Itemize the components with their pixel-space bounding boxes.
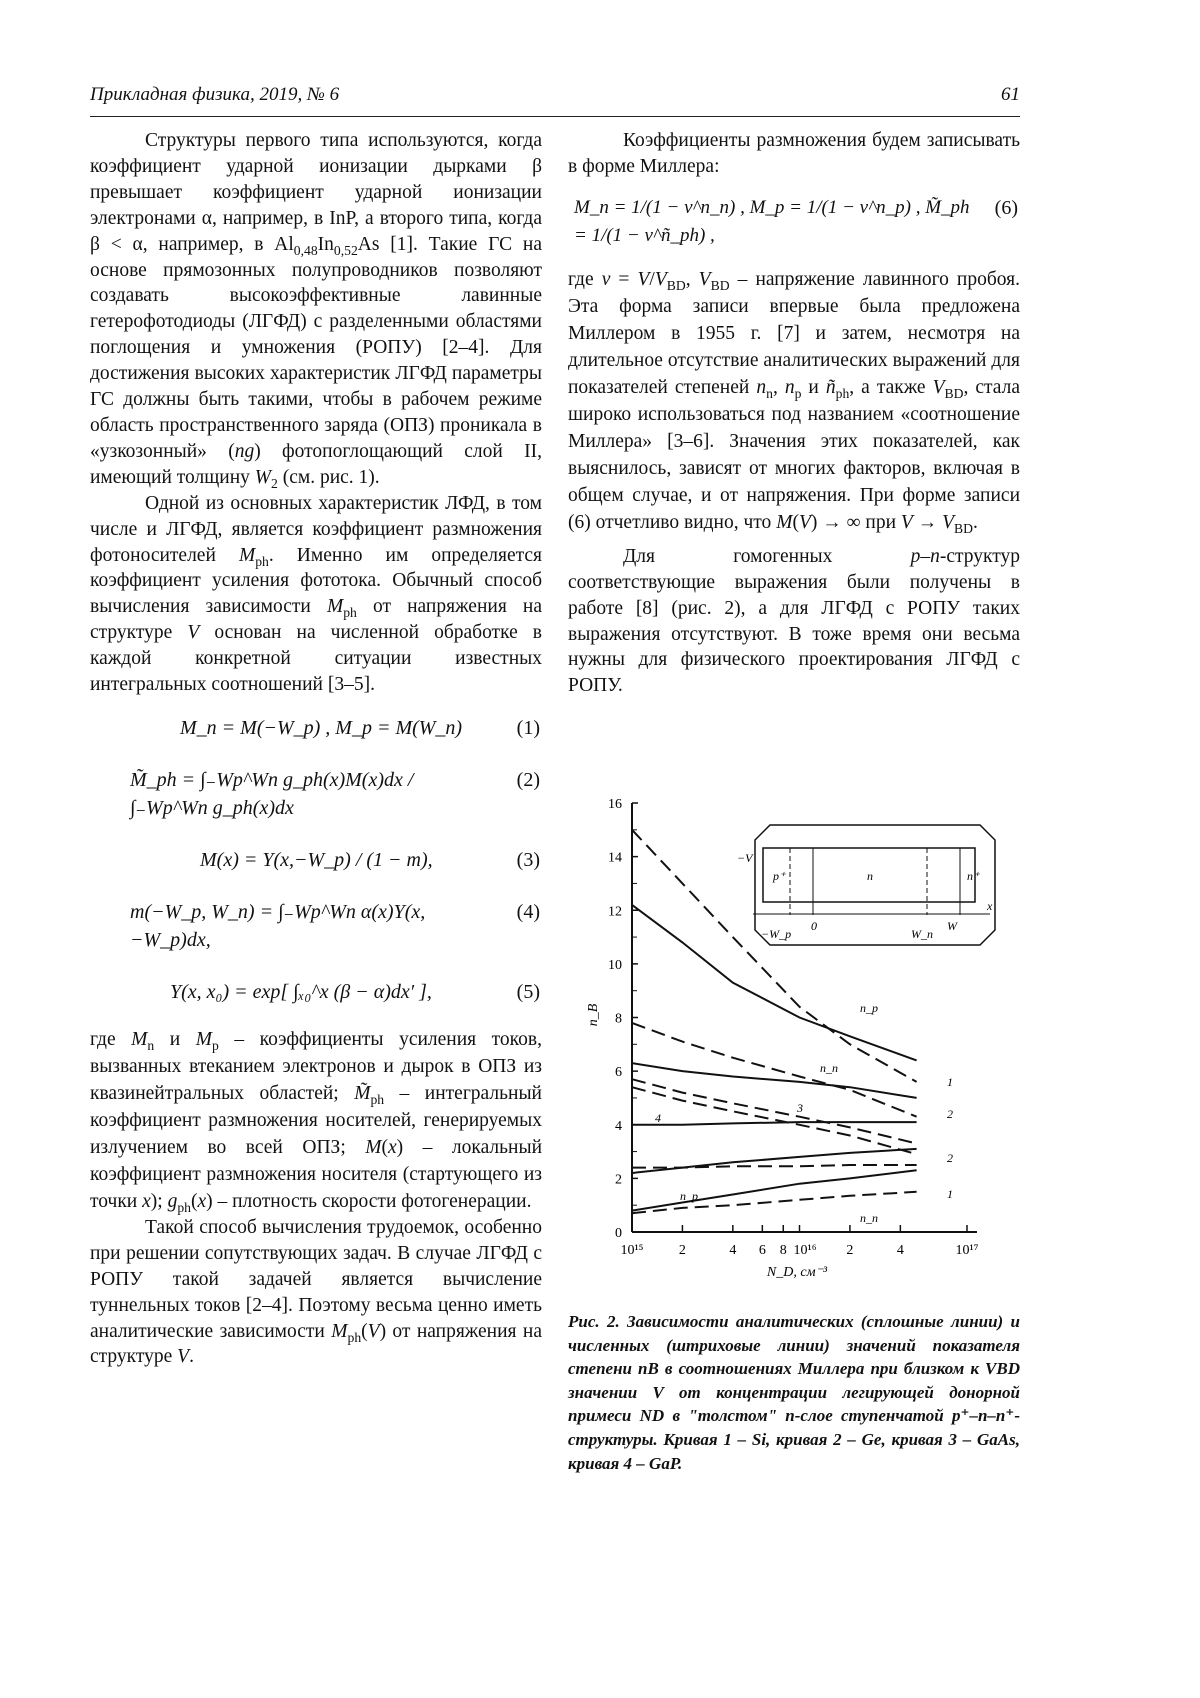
equation-5 — [90, 966, 542, 1018]
text-segment: p — [795, 386, 802, 401]
left-column — [90, 128, 542, 1370]
inset-label: −W_p — [761, 927, 791, 941]
y-tick-label: 0 — [615, 1226, 622, 1241]
equation-3 — [90, 834, 542, 886]
inset-label: −V — [737, 851, 754, 865]
x-axis-label: N_D, см⁻³ — [766, 1265, 828, 1280]
right-column — [568, 128, 1020, 699]
equation-number: (3) — [517, 846, 540, 874]
x-tick-label: 4 — [897, 1243, 904, 1258]
text-segment: M — [776, 512, 792, 533]
text-segment: As [1]. Такие ГС на основе прямозонных полупроводников позволяют создавать высокоэффективные лавинные гетерофотодиоды (ЛГФД) с разделенными областями поглощения и умножения (РОПУ) [2–4]. Для достижения высоких характеристик ЛГФД параметры ГС должны быть такими, чтобы в рабочем режиме область пространственного заряда (ОПЗ) проникала в «узкозонный» ( — [90, 234, 542, 462]
inset-label: x — [986, 899, 993, 913]
text-segment: ( — [382, 1137, 389, 1158]
text-segment: , стала широко использоваться под названием «соотношение Миллера» [3–6]. Значения этих показателей, как выяснилось, зависят от многих факторов, включая в общем случае, и от напряжения. При форме записи (6) отчетливо видно, что — [568, 377, 1020, 533]
text-segment: BD — [667, 278, 686, 293]
text-segment: M — [331, 1321, 347, 1342]
x-tick-label: 10¹⁵ — [620, 1243, 643, 1258]
x-tick-label: 2 — [846, 1243, 853, 1258]
text-segment: -структур соответствующие выражения были получены в работе [8] (рис. 2), а для ЛГФД с РОПУ таких выражения отсутствуют. В тоже время они весьма нужны для физического проектирования ЛГФД с РОПУ. — [568, 546, 1020, 697]
text-segment: Для гомогенных — [623, 546, 911, 567]
text-segment: n — [147, 1038, 154, 1053]
paragraph — [568, 544, 1020, 699]
text-segment: (см. рис. 1). — [278, 467, 380, 488]
equation-formula: m(−W_p, W_n) = ∫₋Wp^Wn α(x)Y(x,−W_p)dx, — [90, 898, 542, 954]
header-rule — [90, 116, 1020, 117]
text-segment: ñ — [826, 377, 836, 398]
text-segment: Структуры первого типа используются, когда коэффициент ударной ионизации дырками β превышает коэффициент ударной ионизации электронами α, например, в InP, а второго типа, когда β < α, например, в Al — [90, 130, 542, 255]
text-segment: где — [568, 269, 602, 290]
paragraph — [90, 1026, 542, 1215]
text-segment: Такой способ вычисления трудоемок, особенно при решении сопутствующих задач. В случае ЛГФД с РОПУ такой задачей является вычисление туннельных токов [2–4]. Поэтому весьма ценно иметь аналитические зависимости — [90, 1217, 542, 1342]
paragraph — [568, 266, 1020, 536]
equation-formula: Y(x, x₀) = exp[ ∫ₓ₀^x (β − α)dx′ ], — [90, 978, 542, 1006]
equation-number: (4) — [517, 898, 540, 926]
text-segment: . — [189, 1346, 194, 1367]
text-segment: M̃ — [354, 1083, 370, 1104]
text-segment: x — [388, 1137, 397, 1158]
text-segment: V — [368, 1321, 380, 1342]
x-tick-label: 8 — [780, 1243, 787, 1258]
text-segment: p–n — [911, 546, 940, 567]
inset-label: W — [947, 919, 958, 933]
curve-annotation: n_n — [860, 1211, 878, 1225]
text-segment: M — [365, 1137, 381, 1158]
y-tick-label: 16 — [608, 797, 622, 812]
curve-annotation: n_n — [820, 1061, 838, 1075]
text-segment: и — [154, 1029, 196, 1050]
text-segment: – напряжение лавинного пробоя. Эта форма записи впервые была предложена Миллером в 1955 г. [7] и затем, несмотря на длительное отсутствие аналитических выражений для показателей степеней — [568, 269, 1020, 398]
equation-number: (2) — [517, 766, 540, 794]
text-segment: g — [168, 1191, 178, 1212]
text-segment: Коэффициенты размножения будем записывать в форме Миллера: — [568, 130, 1020, 177]
text-segment: ) фотопоглощающий слой II, имеющий толщину — [90, 441, 542, 488]
series-line — [632, 1063, 917, 1098]
text-segment: 2 — [271, 476, 278, 491]
paragraph — [90, 491, 542, 698]
equation-2 — [90, 754, 542, 834]
text-segment: V — [177, 1346, 189, 1367]
text-segment: – коэффициенты усиления токов, вызванных втеканием электронов и дырок в ОПЗ из квазинейтральных областей; — [90, 1029, 542, 1104]
text-segment: n — [766, 386, 773, 401]
text-segment: ); — [151, 1191, 168, 1212]
text-segment: V — [933, 377, 945, 398]
text-segment: V — [799, 512, 811, 533]
text-segment: ph — [348, 1329, 362, 1344]
curve-annotation: 2 — [947, 1151, 953, 1165]
text-segment: ) от напряжения на структуре — [90, 1321, 542, 1368]
text-segment: In — [318, 234, 334, 255]
text-segment: 0,52 — [334, 243, 358, 258]
x-tick-label: 4 — [729, 1243, 736, 1258]
inset-label: 0 — [811, 919, 817, 933]
text-segment: V — [942, 512, 954, 533]
figure-caption: Рис. 2. Зависимости аналитических (сплошные линии) и численных (штриховые линии) значений показателя степени nB в соотношениях Миллера при близком к VBD значении V от концентрации легирующей донорной примеси ND в "толстом" n-слое ступенчатой p⁺–n–n⁺-структуры. Кривая 1 – Si, кривая 2 – Ge, кривая 3 – GaAs, кривая 4 – GaP. — [568, 1310, 1020, 1475]
text-segment: M — [196, 1029, 212, 1050]
text-segment: V — [901, 512, 913, 533]
y-tick-label: 6 — [615, 1065, 622, 1080]
text-segment: 0,48 — [294, 243, 318, 258]
inset-label: p⁺ — [772, 869, 787, 883]
text-segment: V — [655, 269, 667, 290]
curve-annotation: 2 — [947, 1107, 953, 1121]
text-segment: V — [638, 269, 650, 290]
equation-6 — [568, 180, 1020, 266]
curve-annotation: 1 — [947, 1075, 953, 1089]
text-segment: v — [602, 269, 611, 290]
curve-annotation: n_p — [860, 1001, 878, 1015]
text-segment: BD — [954, 521, 973, 536]
text-segment: p — [212, 1038, 219, 1053]
text-segment: BD — [711, 278, 730, 293]
text-segment: / — [649, 269, 654, 290]
text-segment: – интегральный коэффициент размножения носителей, генерируемых излучением во всей ОПЗ; — [90, 1083, 542, 1158]
equations-block — [90, 702, 542, 1018]
y-tick-label: 12 — [608, 904, 622, 919]
text-segment: Одной из основных характеристик ЛФД, в том числе и ЛГФД, является коэффициент размножения фотоносителей — [90, 493, 542, 566]
text-segment: где — [90, 1029, 131, 1050]
text-segment: ( — [191, 1191, 198, 1212]
text-segment: от напряжения на структуре — [90, 596, 542, 643]
text-segment: x — [142, 1191, 151, 1212]
text-segment: ph — [370, 1092, 384, 1107]
paragraph — [90, 128, 542, 491]
text-segment: ng — [235, 441, 255, 462]
text-segment: BD — [945, 386, 964, 401]
x-tick-label: 10¹⁷ — [955, 1243, 978, 1258]
text-segment: , а также — [849, 377, 932, 398]
y-tick-label: 8 — [615, 1012, 622, 1027]
text-segment: x — [197, 1191, 206, 1212]
text-segment: ph — [343, 605, 357, 620]
curve-annotation: n_p — [680, 1189, 698, 1203]
text-segment: ) → ∞ при — [811, 512, 901, 533]
equation-formula: M̃_ph = ∫₋Wp^Wn g_ph(x)M(x)dx / ∫₋Wp^Wn g_ph(x)dx — [90, 766, 542, 822]
text-segment: ) – локальный коэффициент размножения носителя (стартующего из точки — [90, 1137, 542, 1212]
paragraph — [568, 128, 1020, 180]
page-number: 61 — [1001, 84, 1020, 106]
curve-annotation: 1 — [947, 1187, 953, 1201]
text-segment: = — [610, 269, 637, 290]
text-segment: и — [801, 377, 825, 398]
text-segment: ph — [836, 386, 850, 401]
text-segment: W — [255, 467, 271, 488]
equation-1 — [90, 702, 542, 754]
inset-label: n⁺ — [967, 869, 981, 883]
equation-number: (6) — [995, 194, 1018, 222]
text-segment: . — [973, 512, 978, 533]
equation-number: (1) — [517, 714, 540, 742]
text-segment: . Именно им определяется коэффициент усиления фототока. Обычный способ вычисления зависимости — [90, 545, 542, 618]
y-tick-label: 14 — [608, 851, 622, 866]
y-axis-label: n_B — [586, 1003, 601, 1026]
inset-label: n — [867, 869, 873, 883]
text-segment: M — [131, 1029, 147, 1050]
text-segment: ph — [177, 1200, 191, 1215]
x-tick-label: 6 — [759, 1243, 766, 1258]
x-tick-label: 2 — [679, 1243, 686, 1258]
y-tick-label: 10 — [608, 958, 622, 973]
text-segment: ph — [255, 553, 269, 568]
series-line — [632, 1149, 917, 1173]
equation-formula: M(x) = Y(x,−W_p) / (1 − m), — [90, 846, 542, 874]
equation-formula: M_n = 1/(1 − v^n_n) , M_p = 1/(1 − v^n_p) , M̃_ph = 1/(1 − v^ñ_ph) , — [568, 194, 1020, 250]
text-segment: V — [699, 269, 711, 290]
inset-label: W_n — [911, 927, 933, 941]
text-segment: n — [785, 377, 795, 398]
series-line — [632, 1170, 917, 1210]
text-segment: основан на численной обработке в каждой конкретной ситуации известных интегральных соотношений [3–5]. — [90, 622, 542, 695]
text-segment: ( — [792, 512, 799, 533]
text-segment: M — [239, 545, 255, 566]
series-line — [632, 1192, 917, 1213]
text-segment: n — [756, 377, 766, 398]
equation-formula: M_n = M(−W_p) , M_p = M(W_n) — [90, 714, 542, 742]
equation-4 — [90, 886, 542, 966]
text-segment: → — [913, 512, 942, 533]
journal-header: Прикладная физика, 2019, № 6 — [90, 84, 339, 106]
y-tick-label: 2 — [615, 1172, 622, 1187]
curve-annotation: 3 — [796, 1101, 803, 1115]
text-segment: M — [327, 596, 343, 617]
series-line — [632, 1165, 917, 1168]
equation-number: (5) — [517, 978, 540, 1006]
text-segment: , — [773, 377, 785, 398]
text-segment: , — [686, 269, 699, 290]
series-line — [632, 1122, 917, 1125]
paragraph — [90, 1215, 542, 1370]
text-segment: ( — [361, 1321, 368, 1342]
text-segment: V — [187, 622, 199, 643]
y-tick-label: 4 — [615, 1119, 622, 1134]
text-segment: ) – плотность скорости фотогенерации. — [206, 1191, 531, 1212]
series-line — [632, 1087, 917, 1154]
figure-2-chart — [575, 790, 1015, 1300]
series-line — [632, 1079, 917, 1143]
x-tick-label: 10¹⁶ — [794, 1243, 817, 1258]
curve-annotation: 4 — [655, 1111, 661, 1125]
